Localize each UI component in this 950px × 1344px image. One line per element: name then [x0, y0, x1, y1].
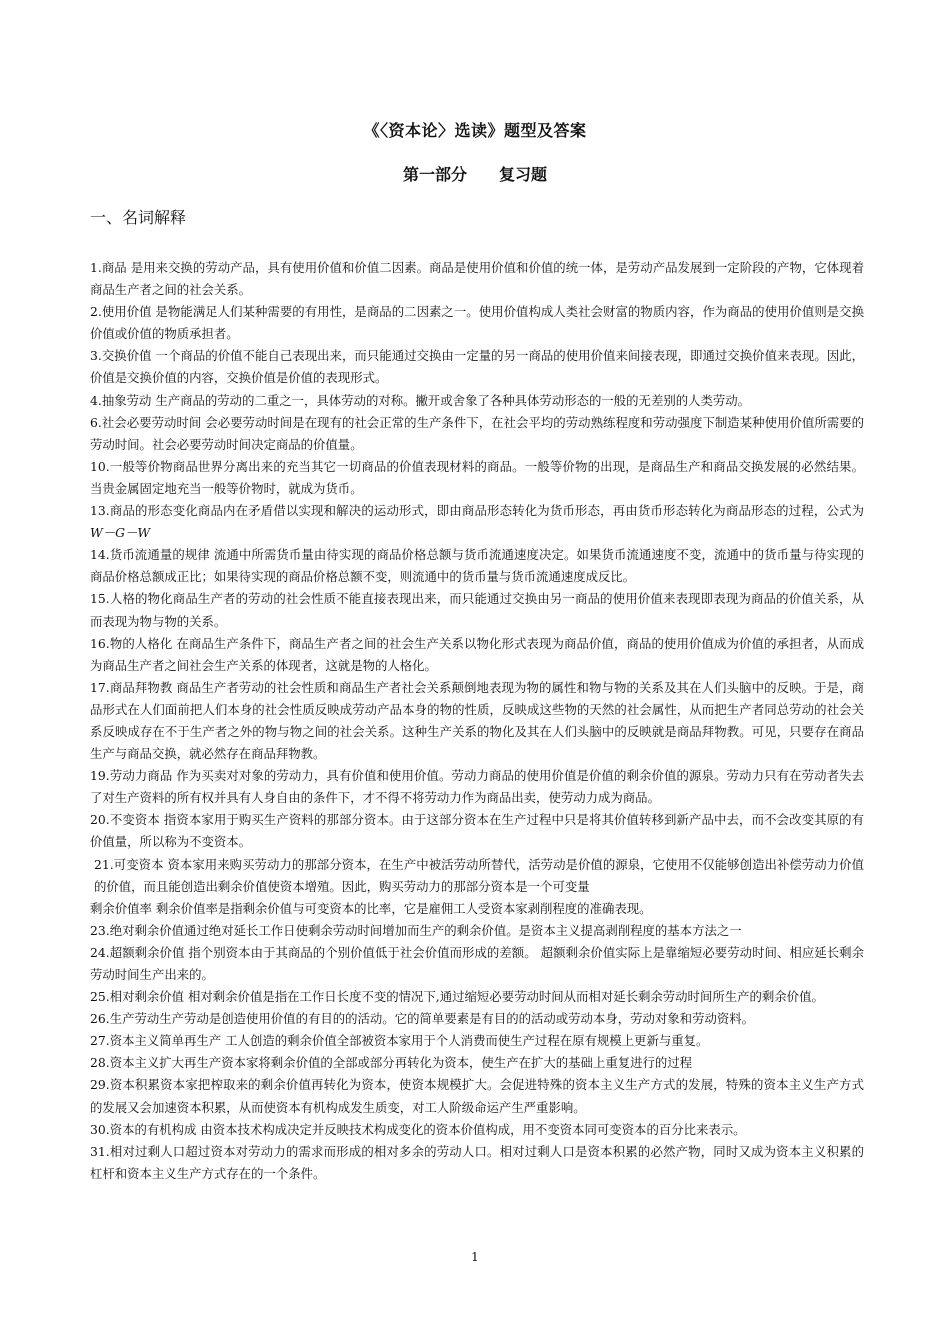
- definition-entry: [90, 854, 864, 898]
- definition-text: 24.超额剩余价值 指个别资本由于其商品的个别价值低于社会价值而形成的差额。 超额剩余价值实际上是靠缩短必要劳动时间、相应延长剩余劳动时间生产出来的。: [90, 944, 864, 982]
- definition-text: 1.商品 是用来交换的劳动产品，具有使用价值和价值二因素。商品是使用价值和价值的统一体，是劳动产品发展到一定阶段的产物，它体现着商品生产者之间的社会关系。: [90, 260, 864, 298]
- definition-entry: [90, 412, 864, 456]
- definition-text: 3.交换价值 一个商品的价值不能自己表现出来，而只能通过交换由一定量的另一商品的使用价值来间接表现，即通过交换价值来表现。因此，价值是交换价值的内容，交换价值是价值的表现形式。: [90, 348, 864, 386]
- definition-entry: [90, 390, 864, 412]
- formula: W－G－W: [90, 525, 151, 541]
- definition-text: 29.资本积累资本家把榨取来的剩余价值再转化为资本，使资本规模扩大。会促进特殊的资本主义生产方式的发展，特殊的资本主义生产方式的发展又会加速资本积累，从而使资本有机构成发生质变，对工人阶级命运产生严重影响。: [90, 1077, 864, 1115]
- definition-entry: [90, 345, 864, 389]
- definition-entry: [90, 920, 864, 942]
- definition-text: 16.物的人格化 在商品生产条件下，商品生产者之间的社会生产关系以物化形式表现为商品价值，商品的使用价值成为价值的承担者，从而成为商品生产者之间社会生产关系的体现者，这就是物的人格化。: [90, 635, 864, 673]
- definition-text: 10.一般等价物商品世界分离出来的充当其它一切商品的价值表现材料的商品。一般等价物的出现，是商品生产和商品交换发展的必然结果。当贵金属固定地充当一般等价物时，就成为货币。: [90, 458, 864, 496]
- definition-entry: [90, 898, 864, 920]
- definition-entry: [90, 456, 864, 500]
- definition-entry: [90, 1008, 864, 1030]
- definition-list: [90, 257, 864, 1185]
- definition-entry: [90, 500, 864, 544]
- definition-text: 2.使用价值 是物能满足人们某种需要的有用性，是商品的二因素之一。使用价值构成人类社会财富的物质内容，作为商品的使用价值则是交换价值或价值的物质承担者。: [90, 304, 864, 342]
- definition-text: 30.资本的有机构成 由资本技术构成决定并反映技术构成变化的资本价值构成，用不变资本同可变资本的百分比来表示。: [90, 1121, 746, 1137]
- definition-entry: [90, 942, 864, 986]
- definition-entry: [90, 809, 864, 853]
- definition-entry: [90, 677, 864, 765]
- definition-text: 31.相对过剩人口超过资本对劳动力的需求而形成的相对多余的劳动人口。相对过剩人口是资本积累的必然产物，同时又成为资本主义积累的杠杆和资本主义生产方式存在的一个条件。: [90, 1143, 864, 1181]
- definition-text: 4.抽象劳动 生产商品的劳动的二重之一，具体劳动的对称。撇开或舍象了各种具体劳动形态的一般的无差别的人类劳动。: [90, 392, 751, 408]
- definition-text: 26.生产劳动生产劳动是创造使用价值的有目的的活动。它的简单要素是有目的的活动或劳动本身，劳动对象和劳动资料。: [90, 1011, 755, 1027]
- definition-text: 6.社会必要劳动时间 会必要劳动时间是在现有的社会正常的生产条件下，在社会平均的劳动熟练程度和劳动强度下制造某种使用价值所需要的劳动时间。社会必要劳动时间决定商品的价值量。: [90, 414, 864, 452]
- definition-text: 28.资本主义扩大再生产资本家将剩余价值的全部或部分再转化为资本，使生产在扩大的基础上重复进行的过程: [90, 1055, 693, 1071]
- definition-text: 13.商品的形态变化商品内在矛盾借以实现和解决的运动形式，即由商品形态转化为货币形态，再由货币形态转化为商品形态的过程，公式为: [90, 503, 864, 519]
- definition-text: 25.相对剩余价值 相对剩余价值是指在工作日长度不变的情况下,通过缩短必要劳动时间从而相对延长剩余劳动时间所生产的剩余价值。: [90, 989, 824, 1005]
- definition-entry: [90, 765, 864, 809]
- definition-text: 21.可变资本 资本家用来购买劳动力的那部分资本，在生产中被活劳动所替代，活劳动是价值的源泉，它使用不仅能够创造出补偿劳动力价值的价值，而且能创造出剩余价值使资本增殖。因此，购买劳动力的那部分资本是一个可变量: [94, 856, 864, 894]
- definition-text: 剩余价值率 剩余价值率是指剩余价值与可变资本的比率，它是雇佣工人受资本家剥削程度的准确表现。: [90, 900, 652, 916]
- definition-entry: [90, 1074, 864, 1118]
- definition-entry: [90, 588, 864, 632]
- part-title: 第一部分 复习题: [402, 165, 547, 184]
- definition-entry: [90, 986, 864, 1008]
- definition-text: 15.人格的物化商品生产者的劳动的社会性质不能直接表现出来，而只能通过交换由另一商品的使用价值来表现即表现为商品的价值关系，从而表现为物与物的关系。: [90, 591, 864, 629]
- definition-entry: [90, 1052, 864, 1074]
- definition-entry: [90, 544, 864, 588]
- section-heading: 一、名词解释: [90, 208, 187, 227]
- definition-text: 20.不变资本 指资本家用于购买生产资料的那部分资本。由于这部分资本在生产过程中只是将其价值转移到新产品中去，而不会改变其原的有价值量，所以称为不变资本。: [90, 812, 864, 850]
- definition-text: 14.货币流通量的规律 流通中所需货币量由待实现的商品价格总额与货币流通速度决定。如果货币流通速度不变，流通中的货币量与待实现的商品价格总额成正比；如果待实现的商品价格总额不变，则流通中的货币量与货币流通速度成反比。: [90, 547, 864, 585]
- definition-entry: [90, 1119, 864, 1141]
- definition-entry: [90, 257, 864, 301]
- definition-text: 23.绝对剩余价值通过绝对延长工作日使剩余劳动时间增加而生产的剩余价值。是资本主义提高剥削程度的基本方法之一: [90, 922, 742, 938]
- page-number: 1: [471, 1250, 479, 1264]
- definition-text: 19.劳动力商品 作为买卖对对象的劳动力，具有价值和使用价值。劳动力商品的使用价值是价值的剩余价值的源泉。劳动力只有在劳动者失去了对生产资料的所有权并具有人身自由的条件下，才不得不将劳动力作为商品出卖，使劳动力成为商品。: [90, 768, 864, 806]
- definition-entry: [90, 301, 864, 345]
- definition-text: 17.商品拜物教 商品生产者劳动的社会性质和商品生产者社会关系颠倒地表现为物的属性和物与物的关系及其在人们头脑中的反映。于是，商品形式在人们面前把人们本身的社会性质反映成劳动产品本身的物的性质，反映成这些物的天然的社会属性，从而把生产者同总劳动的社会关系反映成存在不于生产者之外的物与物之间的社会关系。这种生产关系的物化及其在人们头脑中的反映就是商品拜物教。可见，只要存在商品生产与商品交换，就必然存在商品拜物教。: [90, 679, 864, 762]
- definition-entry: [90, 1030, 864, 1052]
- definition-entry: [90, 1141, 864, 1185]
- document-title: 《〈资本论〉选读》题型及答案: [363, 121, 587, 140]
- definition-text: 27.资本主义简单再生产 工人创造的剩余价值全部被资本家用于个人消费而使生产过程在原有规模上更新与重复。: [90, 1033, 709, 1049]
- definition-entry: [90, 633, 864, 677]
